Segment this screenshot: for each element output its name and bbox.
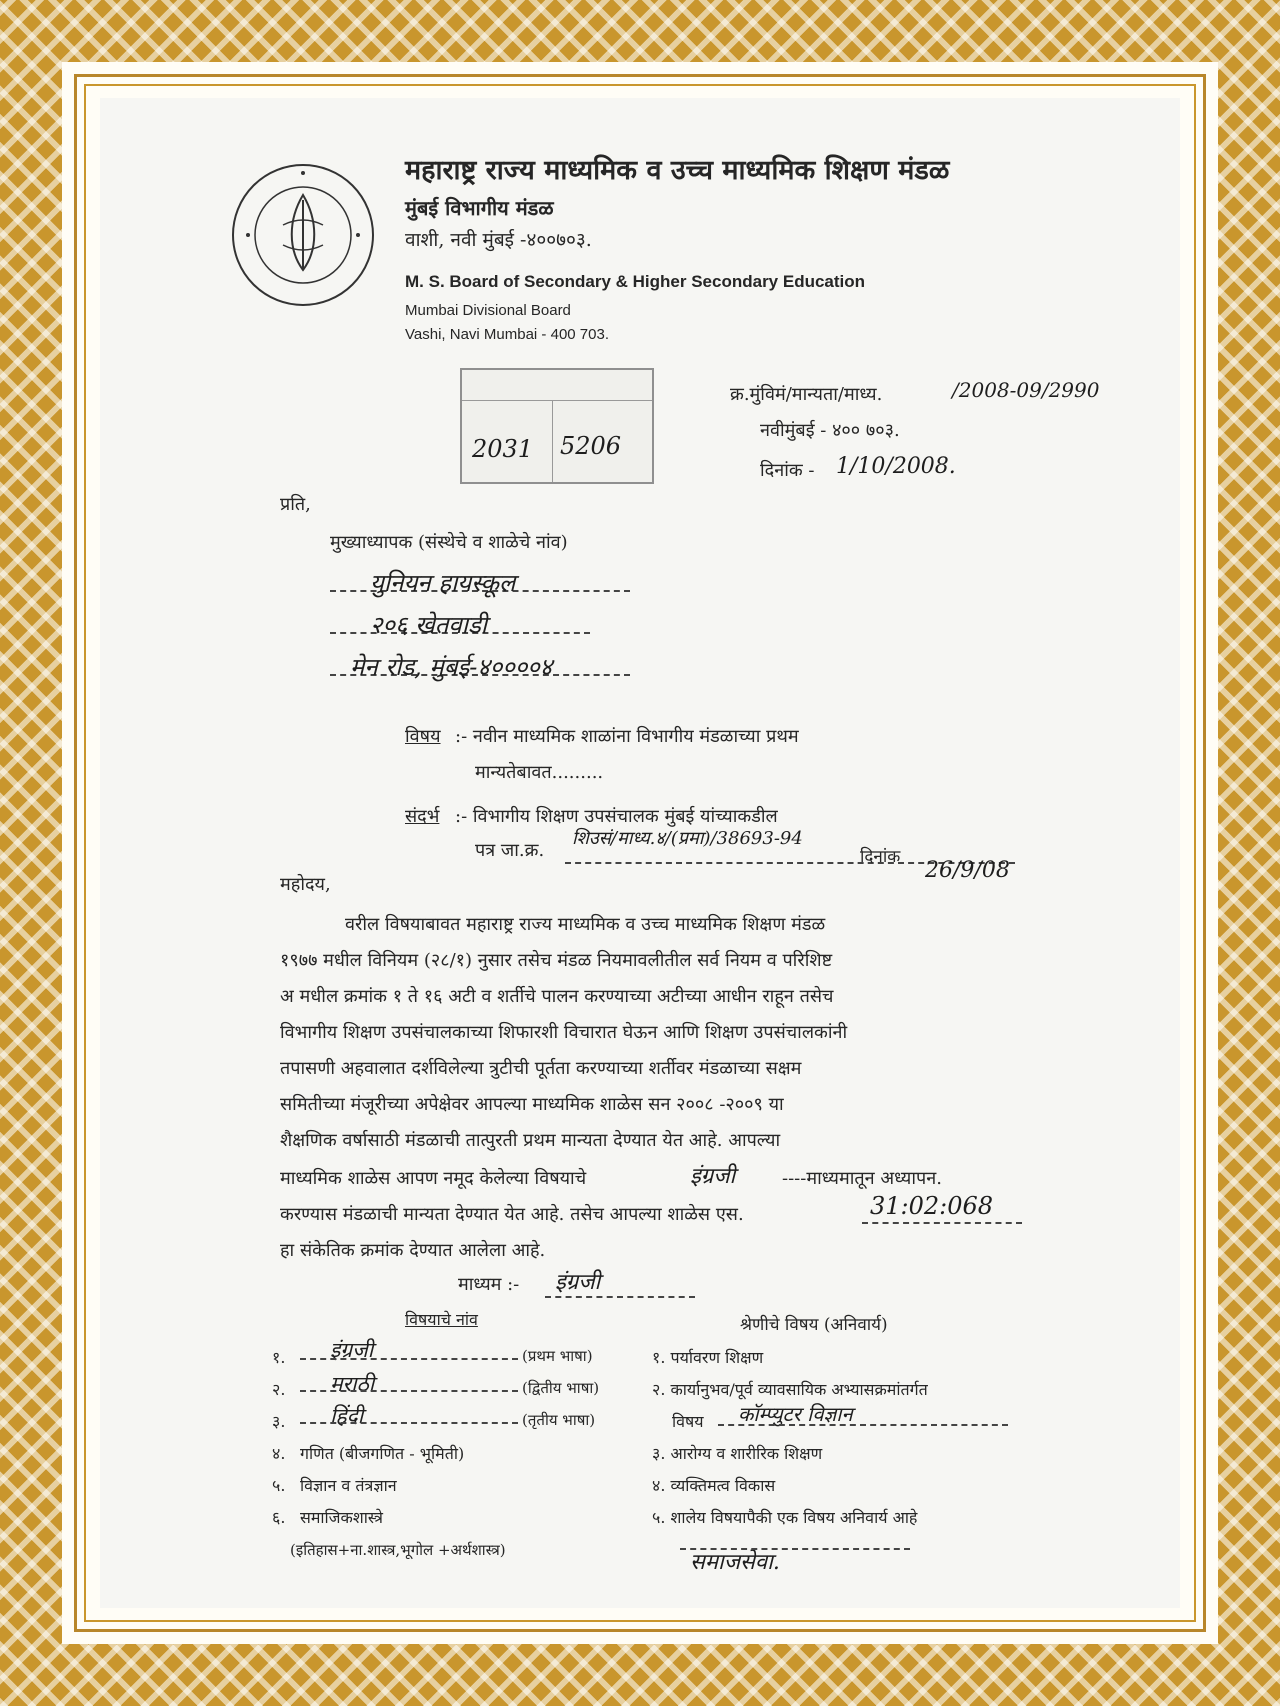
left-subject-5-text: विज्ञान व तंत्रज्ञान [300, 1476, 397, 1495]
address-line-1: युनियन हायस्कूल [370, 569, 516, 597]
body-line-2: १९७७ मधील विनियम (२८/१) नुसार तसेच मंडळ नियमावलीतील सर्व नियम व परिशिष्ट [280, 950, 833, 971]
right-subject-5-hand: समाजसेवा. [690, 1550, 780, 1575]
subjects-left-heading: विषयाचे नांव [405, 1310, 478, 1329]
right-subject-2-hand: कॉम्प्युटर विज्ञान [738, 1402, 853, 1426]
body-line-10: हा संकेतिक क्रमांक देण्यात आलेला आहे. [280, 1240, 546, 1261]
subjects-right-heading: श्रेणीचे विषय (अनिवार्य) [740, 1315, 888, 1335]
body-school-code: 31:02:068 [870, 1192, 994, 1220]
right-subject-4: ४. व्यक्तिमत्व विकास [652, 1476, 776, 1495]
subject-text-2: मान्यतेबावत......... [475, 762, 604, 783]
stamp-number-2: 5206 [560, 432, 622, 460]
left-subject-3-num: ३. [272, 1412, 286, 1431]
left-subject-1-hand: इंग्रजी [330, 1338, 374, 1362]
reference-date-value: 1/10/2008. [836, 454, 956, 479]
board-title-english: M. S. Board of Secondary & Higher Secondary Education [405, 272, 866, 291]
right-subject-5-rule [680, 1548, 910, 1550]
subject-reference-label: संदर्भ [405, 806, 440, 827]
subject-reference-date: 26/9/08 [925, 858, 1010, 883]
left-subject-6-num: ६. [272, 1508, 286, 1527]
right-subject-2: २. कार्यानुभव/पूर्व व्यावसायिक अभ्यासक्रमांतर्गत [652, 1380, 928, 1399]
body-line-7: शैक्षणिक वर्षासाठी मंडळाची तात्पुरती प्रथम मान्यता देण्यात येत आहे. आपल्या [280, 1130, 781, 1151]
address-line-3: मेन रोड, मुंबई-४००००४ [350, 653, 553, 681]
medium-label: माध्यम :- [458, 1274, 520, 1295]
board-seal-icon [228, 160, 378, 310]
right-subject-5: ५. शालेय विषयापैकी एक विषय अनिवार्य आहे [652, 1508, 918, 1527]
reference-number-value: /2008-09/2990 [952, 378, 1100, 402]
left-subject-5-num: ५. [272, 1476, 286, 1495]
left-subject-4-text: गणित (बीजगणित - भूमिती) [300, 1444, 465, 1463]
left-subject-3-rule [300, 1422, 518, 1424]
left-subject-2-note: (द्वितीय भाषा) [522, 1379, 600, 1397]
left-subject-1-note: (प्रथम भाषा) [522, 1347, 593, 1365]
body-line-6: समितीच्या मंजूरीच्या अपेक्षेवर आपल्या माध्यमिक शाळेस सन २००८ -२००९ या [280, 1094, 784, 1115]
body-line-8: माध्यमिक शाळेस आपण नमूद केलेल्या विषयाचे [280, 1168, 587, 1189]
reference-city: नवीमुंबई - ४०० ७०३. [760, 420, 900, 441]
reference-number-label: क्र.मुंविमं/मान्यता/माध्य. [730, 384, 883, 405]
prati-label: प्रति, [280, 494, 311, 515]
left-subject-1-num: १. [272, 1348, 286, 1367]
body-line-5: तपासणी अहवालात दर्शविलेल्या त्रुटीची पूर्तता करण्याच्या शर्तीवर मंडळाच्या सक्षम [280, 1058, 802, 1079]
body-line-9: करण्यास मंडळाची मान्यता देण्यात येत आहे. तसेच आपल्या शाळेस एस. [280, 1204, 744, 1225]
board-address-marathi: वाशी, नवी मुंबई -४००७०३. [405, 229, 592, 251]
stamp-number-1: 2031 [472, 435, 534, 463]
left-subject-3-hand: हिंदी [330, 1404, 364, 1428]
right-subject-3: ३. आरोग्य व शारीरिक शिक्षण [652, 1444, 823, 1463]
subject-reference-handwritten: शिउसं/माध्य.४/(प्रमा)/38693-94 [572, 828, 803, 849]
subject-label: विषय [405, 726, 441, 747]
letter-paper [100, 98, 1180, 1608]
board-address-english: Vashi, Navi Mumbai - 400 703. [405, 326, 609, 343]
body-line-1: वरील विषयाबावत महाराष्ट्र राज्य माध्यमिक व उच्च माध्यमिक शिक्षण मंडळ [345, 914, 826, 935]
address-line-2: २०६ खेतवाडी [370, 611, 487, 639]
right-subject-2-label: विषय [672, 1412, 704, 1431]
left-subject-4-num: ४. [272, 1444, 286, 1463]
reference-date-label: दिनांक - [760, 460, 815, 481]
board-division-english: Mumbai Divisional Board [405, 302, 571, 319]
medium-rule [545, 1296, 695, 1298]
salutation: महोदय, [280, 874, 331, 895]
right-subject-2-rule [718, 1424, 1008, 1426]
headmaster-label: मुख्याध्यापक (संस्थेचे व शाळेचे नांव) [330, 532, 568, 553]
left-subject-2-hand: मराठी [330, 1372, 375, 1396]
left-subject-2-num: २. [272, 1380, 286, 1399]
body-line-3: अ मधील क्रमांक १ ते १६ अटी व शर्तीचे पालन करण्याच्या अटीच्या आधीन राहून तसेच [280, 986, 834, 1007]
right-subject-1: १. पर्यावरण शिक्षण [652, 1348, 764, 1367]
body-medium-handwritten: इंग्रजी [690, 1164, 736, 1189]
body-line-4: विभागीय शिक्षण उपसंचालकाच्या शिफारशी विचारात घेऊन आणि शिक्षण उपसंचालकांनी [280, 1022, 848, 1043]
subject-reference-text-1: :- विभागीय शिक्षण उपसंचालक मुंबई यांच्याकडील [455, 806, 778, 827]
subject-text-1: :- नवीन माध्यमिक शाळांना विभागीय मंडळाच्या प्रथम [455, 726, 799, 747]
left-subject-3-note: (तृतीय भाषा) [522, 1411, 596, 1429]
inward-stamp [460, 368, 654, 484]
body-medium-suffix: ----माध्यमातून अध्यापन. [782, 1168, 942, 1189]
board-title-marathi: महाराष्ट्र राज्य माध्यमिक व उच्च माध्यमिक शिक्षण मंडळ [405, 155, 950, 186]
left-subject-6-text: समाजिकशास्त्रे [300, 1508, 383, 1527]
left-subject-1-rule [300, 1358, 518, 1360]
medium-value: इंग्रजी [555, 1270, 601, 1295]
subject-reference-date-label: दिनांक [860, 847, 901, 867]
body-school-code-rule [862, 1222, 1022, 1224]
board-division-marathi: मुंबई विभागीय मंडळ [405, 196, 554, 220]
subject-reference-text-2: पत्र जा.क्र. [475, 840, 545, 861]
left-subject-7-text: (इतिहास+ना.शास्त्र,भूगोल +अर्थशास्त्र) [290, 1541, 506, 1559]
left-subject-2-rule [300, 1390, 518, 1392]
